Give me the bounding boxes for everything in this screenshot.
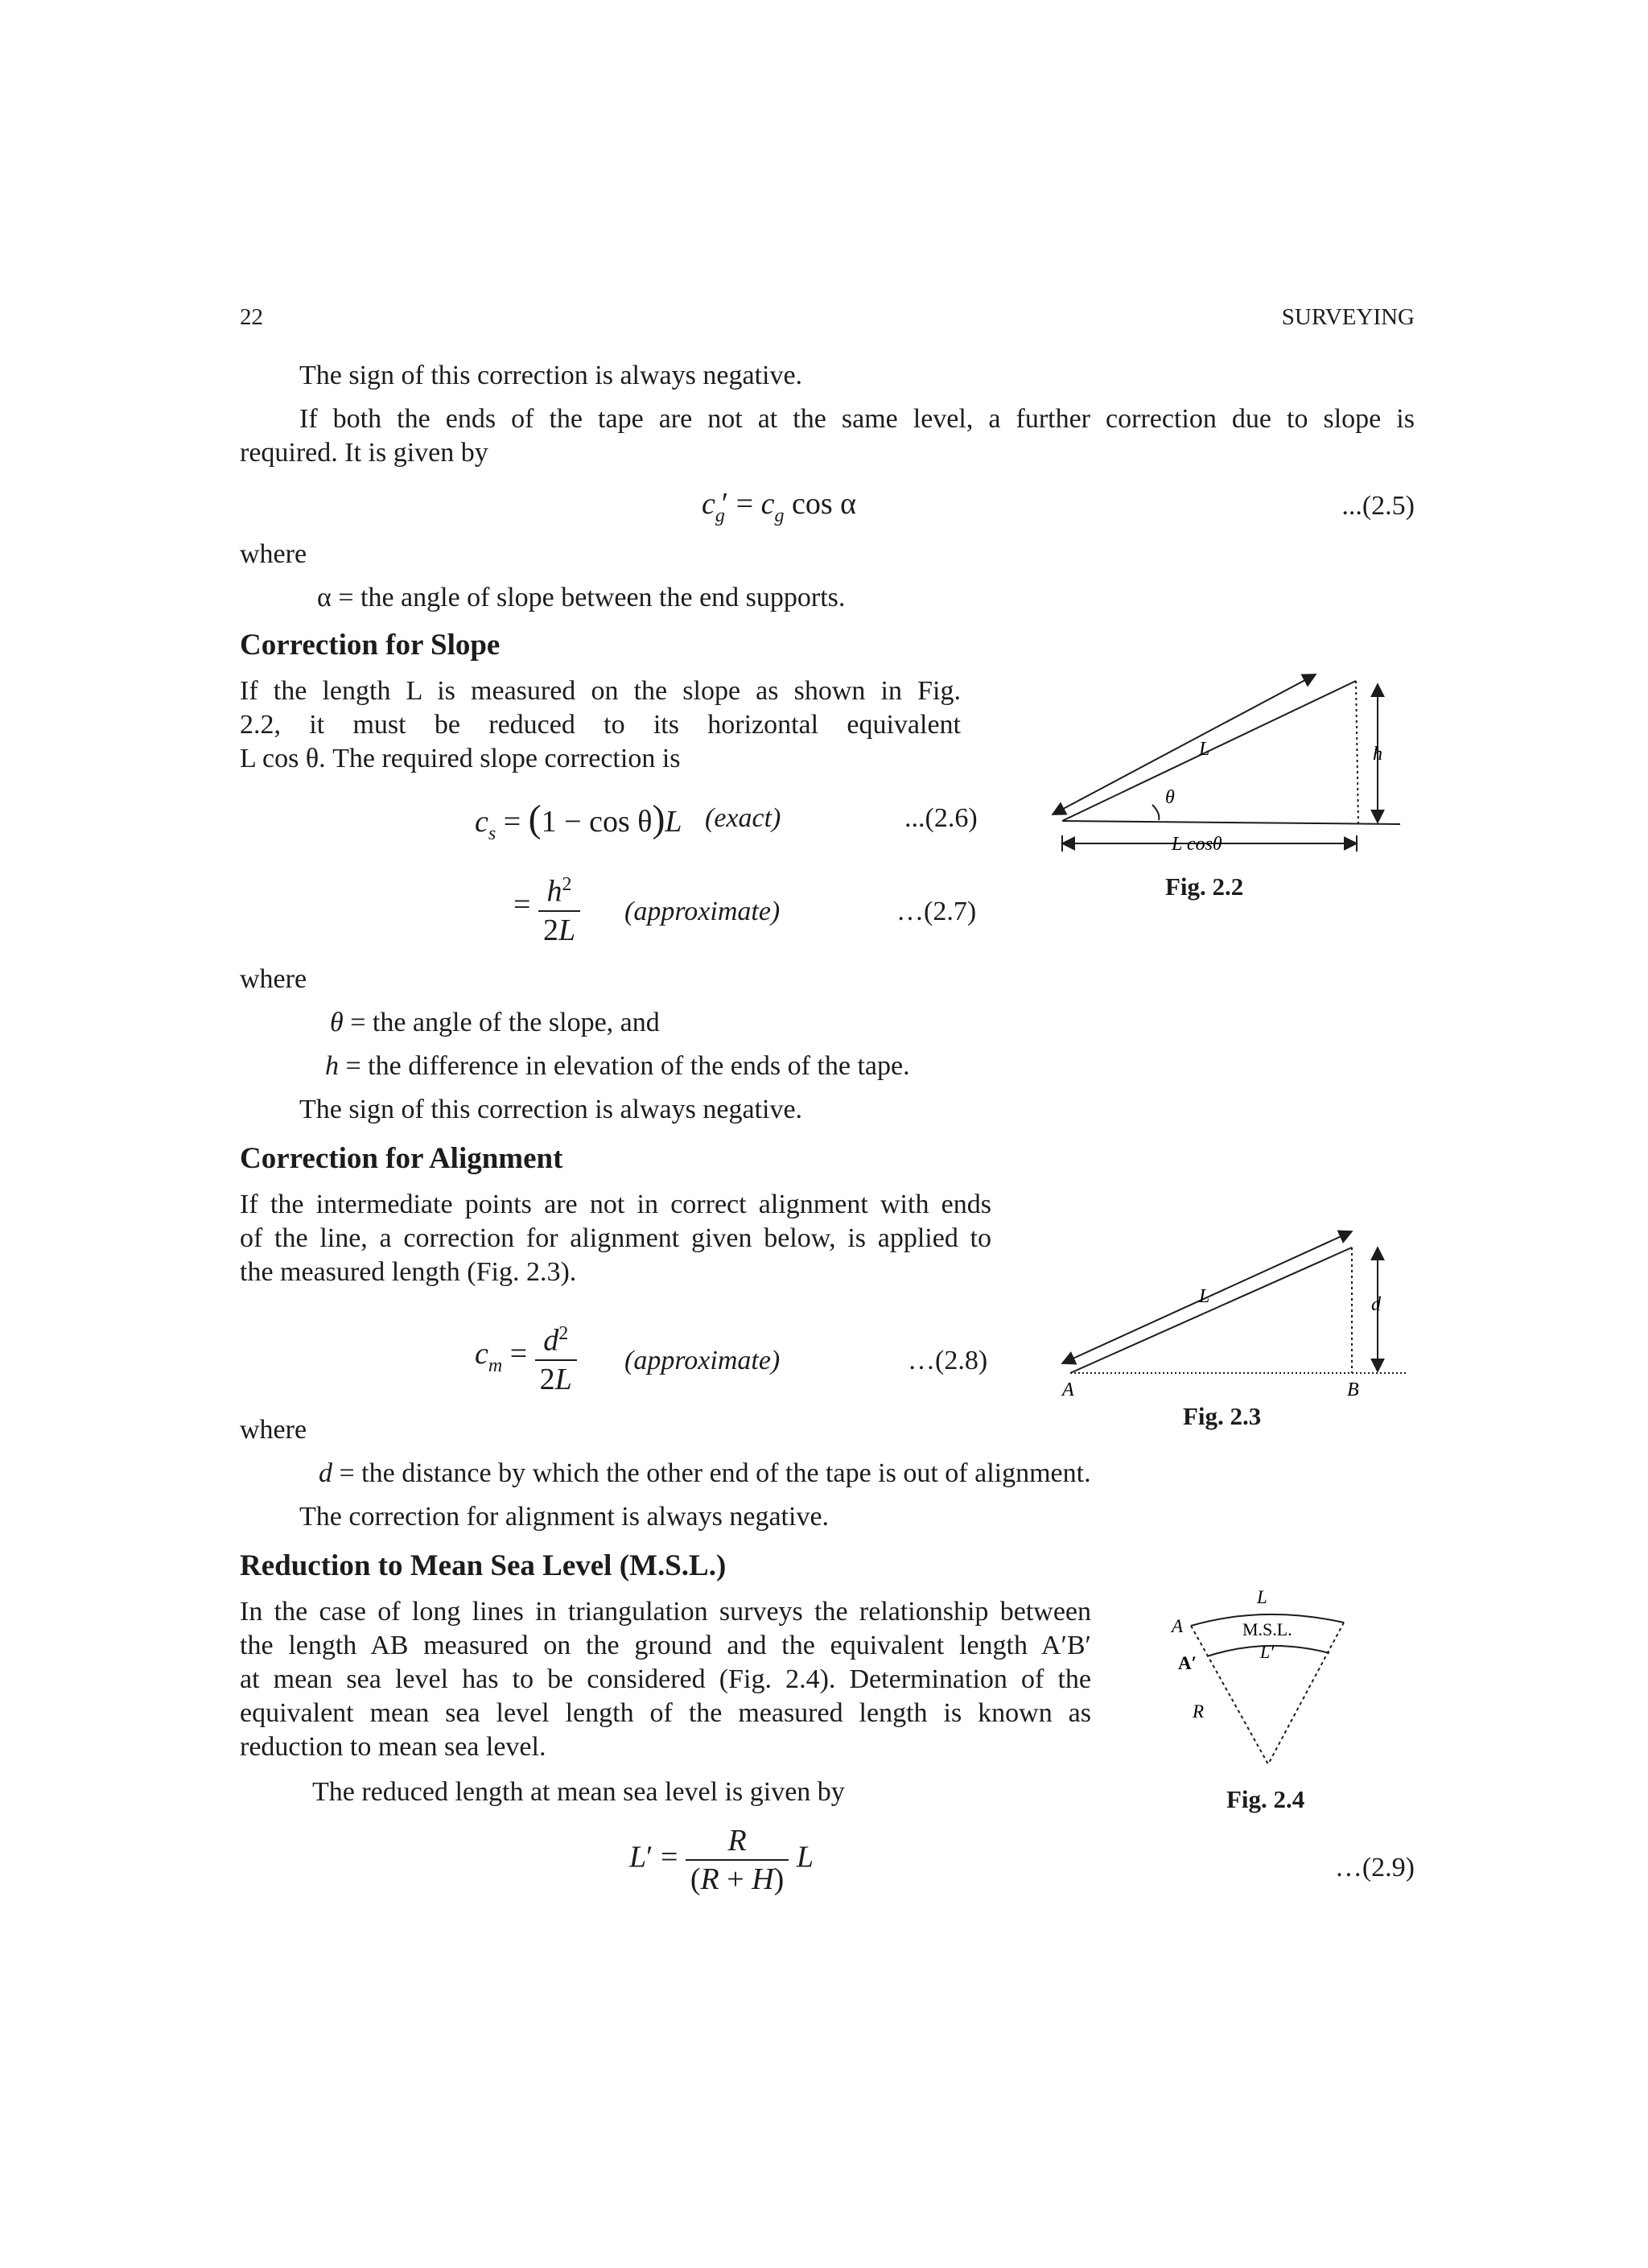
d-definition: d = the distance by which the other end of the tape is out of alignment. xyxy=(319,1458,1091,1488)
slope-para-line2: 2.2, it must be reduced to its horizontal equivalent xyxy=(240,710,961,740)
figure-2-4 xyxy=(1159,1586,1368,1779)
fig24-label-A: A xyxy=(1172,1616,1184,1636)
equation-2-9: L′ = $\frac{R}{(R + H)}$ L xyxy=(629,1824,814,1896)
fig-2-2-caption: Fig. 2.2 xyxy=(1165,872,1244,901)
theta-definition: θ = the angle of the slope, and xyxy=(330,1008,660,1037)
fig24-label-L: L xyxy=(1257,1587,1267,1607)
h-definition-text: = the difference in elevation of the ends of the tape. xyxy=(345,1051,910,1081)
equation-2-5: $c_g' = c_g$ cos α xyxy=(702,487,857,526)
length-L-arrow xyxy=(1053,674,1316,814)
sag-sign-sentence: The sign of this correction is always negative. xyxy=(299,361,803,390)
alignment-para-line1: If the intermediate points are not in correct alignment with ends xyxy=(240,1190,991,1219)
equation-number-2-8: …(2.8) xyxy=(908,1346,988,1375)
slope-para-line3: L cos θ. The required slope correction is xyxy=(240,744,681,773)
vertical-drop xyxy=(1356,681,1358,824)
msl-para-line3: at mean sea level has to be considered (Fig. 2.4). Determination of the xyxy=(240,1664,1091,1694)
msl-para-line2: the length AB measured on the ground and the equivalent length A′B′ xyxy=(240,1631,1091,1660)
slope-base-line xyxy=(1062,821,1400,824)
msl-para-line5: reduction to mean sea level. xyxy=(240,1732,546,1762)
fig24-label-msl: M.S.L. xyxy=(1242,1619,1292,1639)
msl-heading: Reduction to Mean Sea Level (M.S.L.) xyxy=(240,1549,727,1582)
fig22-label-h: h xyxy=(1373,744,1382,765)
fig23-label-L: L xyxy=(1199,1286,1210,1307)
slope-sign-sentence: The sign of this correction is always negative. xyxy=(299,1095,803,1124)
msl-para-line4: equivalent mean sea level length of the measured length is known as xyxy=(240,1698,1091,1728)
slope-para-line1: If the length L is measured on the slope as shown in Fig. xyxy=(240,676,961,706)
fig23-label-B: B xyxy=(1347,1379,1359,1400)
where-label: where xyxy=(240,1415,307,1445)
alpha-definition-text: = the angle of slope between the end supports. xyxy=(338,583,846,612)
theta-arc xyxy=(1152,805,1159,820)
equation-number-2-7: …(2.7) xyxy=(896,897,977,926)
fig22-label-theta: θ xyxy=(1165,787,1175,808)
equation-number-2-6: ...(2.6) xyxy=(904,803,978,833)
fig23-label-d: d xyxy=(1371,1294,1381,1315)
fig-2-3-caption: Fig. 2.3 xyxy=(1183,1402,1262,1430)
figure-2-3 xyxy=(1046,1207,1416,1400)
measured-line xyxy=(1070,1247,1352,1373)
fig-2-4-caption: Fig. 2.4 xyxy=(1226,1785,1305,1813)
slope-intro-line2: required. It is given by xyxy=(240,438,488,468)
h-definition: h = the difference in elevation of the ends of the tape. xyxy=(325,1051,910,1081)
where-label: where xyxy=(240,539,307,569)
page-number: 22 xyxy=(240,304,263,330)
alignment-heading: Correction for Alignment xyxy=(240,1142,563,1175)
slope-intro-line1: If both the ends of the tape are not at the same level, a further correction due to slope is xyxy=(299,404,1415,434)
d-definition-text: = the distance by which the other end of the tape is out of alignment. xyxy=(339,1458,1091,1488)
alignment-para-line3: the measured length (Fig. 2.3). xyxy=(240,1257,577,1287)
equation-number-2-9: …(2.9) xyxy=(1334,1853,1415,1882)
fig24-label-R: R xyxy=(1193,1701,1205,1722)
fig23-label-A: A xyxy=(1062,1379,1074,1400)
radius-line-right xyxy=(1268,1623,1344,1764)
approx-label-2-7: (approximate) xyxy=(624,897,781,926)
fig24-label-Aprime: A′ xyxy=(1178,1653,1197,1673)
equation-number-2-5: ...(2.5) xyxy=(1341,491,1415,521)
msl-para-line1: In the case of long lines in triangulation surveys the relationship between xyxy=(240,1597,1091,1627)
alignment-para-line2: of the line, a correction for alignment given below, is applied to xyxy=(240,1223,991,1253)
running-title: SURVEYING xyxy=(1281,304,1415,330)
alpha-definition: α = the angle of slope between the end supports. xyxy=(317,583,846,612)
approx-label-2-8: (approximate) xyxy=(624,1346,781,1375)
exact-label: (exact) xyxy=(705,803,781,833)
fig22-label-base: L cosθ xyxy=(1172,834,1222,855)
equation-2-6: $c_s = (1 - \cos \theta)L$ xyxy=(475,798,682,844)
alignment-sign-sentence: The correction for alignment is always negative. xyxy=(299,1502,830,1532)
theta-definition-text: = the angle of the slope, and xyxy=(350,1008,660,1037)
reduced-length-sentence: The reduced length at mean sea level is given by xyxy=(312,1777,845,1807)
equation-2-7: = $\frac{h^2}{2L}$ xyxy=(513,866,580,949)
fig22-label-L: L xyxy=(1199,739,1210,760)
slope-heading: Correction for Slope xyxy=(240,629,501,662)
equation-2-8: $c_m$ = $\frac{d^2}{2L}$ xyxy=(475,1315,577,1398)
fig24-label-Lprime: L′ xyxy=(1260,1642,1275,1662)
where-label: where xyxy=(240,964,307,994)
